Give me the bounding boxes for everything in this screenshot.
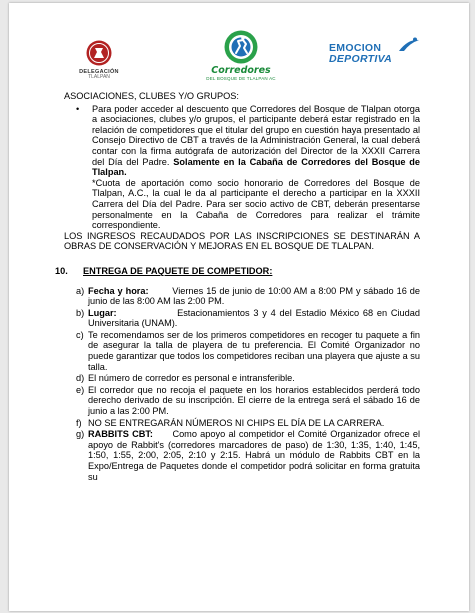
list-item-f — [64, 418, 420, 429]
list-letter: e) — [76, 384, 85, 395]
list-label: RABBITS CBT: — [88, 429, 153, 440]
list-letter: a) — [76, 285, 85, 296]
list-item-g — [64, 429, 420, 482]
list-text: El número de corredor es personal e intransferible. — [88, 373, 295, 384]
ingresos-paragraph: LOS INGRESOS RECAUDADOS POR LAS INSCRIPCIONES SE DESTINARÁN A OBRAS DE CONSERVACIÓN Y MEJORAS EN EL BOSQUE DE TLALPAN. — [64, 230, 420, 252]
document-body — [55, 91, 421, 482]
list-label: Lugar: — [88, 307, 117, 318]
section-10-list — [64, 286, 420, 483]
emocion-logo-line1: EMOCION — [329, 42, 382, 54]
list-text: Como apoyo al competidor el Comité Organizador ofrece el apoyo de Rabbit's (corredores marcadores de paso) de 1:30, 1:35, 1:40, 1:45, 1:50, 1:55, 2:00, 2:05, 2:10 y 2:15. Habrá un módulo de Rabbits CBT en la Expo/Entrega de Paquetes donde el competidor podrá solicitar en forma gratuita su — [88, 429, 420, 482]
document-page — [9, 3, 469, 611]
bullet-icon: • — [76, 103, 80, 114]
tlalpan-logo-line1: DELEGACIÓN — [79, 69, 119, 75]
list-item-a — [64, 286, 420, 307]
delegacion-tlalpan-logo — [79, 39, 119, 80]
swoosh-icon — [398, 37, 420, 53]
list-letter: f) — [76, 417, 82, 428]
asociaciones-bullet-text: Para poder acceder al descuento que Corredores del Bosque de Tlalpan otorga a asociaciones, clubes y/o grupos, el participante deberá estar registrado en la relación de competidores que el titular del grupo en cuestión haya presentado al Consejo Directivo de CBT a través de la Administración General, la cual deberá contar con la firma autógrafa de autorización del Director de la XXXII Carrera del Día del Padre. — [92, 103, 420, 167]
list-text: NO SE ENTREGARÁN NÚMEROS NI CHIPS EL DÍA DE LA CARRERA. — [88, 417, 385, 428]
list-letter: c) — [76, 329, 84, 340]
list-item-e — [64, 385, 420, 417]
list-item-d — [64, 373, 420, 384]
list-letter: g) — [76, 429, 85, 440]
cuota-note: *Cuota de aportación como socio honorario de Corredores del Bosque de Tlalpan, A.C., la cual le da al participante el derecho a participar en la XXXII Carrera del Día del Padre. Para ser socio activo de CBT, deberán presentarse personalmente en la Cabaña de Corredores para realizar el trámite correspondiente. — [92, 177, 420, 231]
section-title: ENTREGA DE PAQUETE DE COMPETIDOR: — [83, 265, 273, 276]
corredores-logo-subtitle: DEL BOSQUE DE TLALPAN AC — [206, 76, 276, 81]
list-label: Fecha y hora: — [88, 285, 149, 296]
asociaciones-bullet-bold: Solamente en la Cabaña de Corredores del Bosque de Tlalpan. — [92, 156, 421, 178]
header-logos — [9, 25, 469, 87]
list-item-b — [64, 308, 420, 329]
list-text: Viernes 15 de junio de 10:00 AM a 8:00 PM y sábado 16 de junio de las 8:00 AM las 2:00 PM. — [88, 285, 420, 307]
list-item-c — [64, 330, 420, 372]
tlalpan-emblem-icon — [85, 39, 113, 67]
asociaciones-heading: ASOCIACIONES, CLUBES Y/O GRUPOS: — [64, 91, 239, 101]
corredores-logo — [197, 29, 285, 81]
section-number: 10. — [55, 265, 68, 276]
corredores-emblem-icon — [223, 29, 259, 65]
corredores-logo-name: Corredores — [211, 65, 271, 76]
emocion-logo-line2: DEPORTIVA — [329, 53, 392, 65]
asociaciones-bullet — [64, 104, 420, 178]
list-text: Estacionamientos 3 y 4 del Estadio México 68 en Ciudad Universitaria (UNAM). — [88, 307, 420, 329]
section-10-heading — [55, 266, 420, 277]
list-letter: b) — [76, 307, 85, 318]
emocion-deportiva-logo — [329, 43, 424, 65]
list-letter: d) — [76, 373, 85, 384]
list-text: Te recomendamos ser de los primeros competidores en recoger tu paquete a fin de asegurar la talla de playera de tu preferencia. El Comité Organizador no puede garantizar que todos los competidores reciban una playera que ajuste a su talla. — [88, 329, 420, 372]
list-text: El corredor que no recoja el paquete en los horarios establecidos perderá todo derecho derivado de su inscripción. El cierre de la entrega será el sábado 16 de junio a las 2:00 PM. — [88, 384, 420, 417]
tlalpan-logo-line2: TLALPAN — [88, 74, 110, 80]
